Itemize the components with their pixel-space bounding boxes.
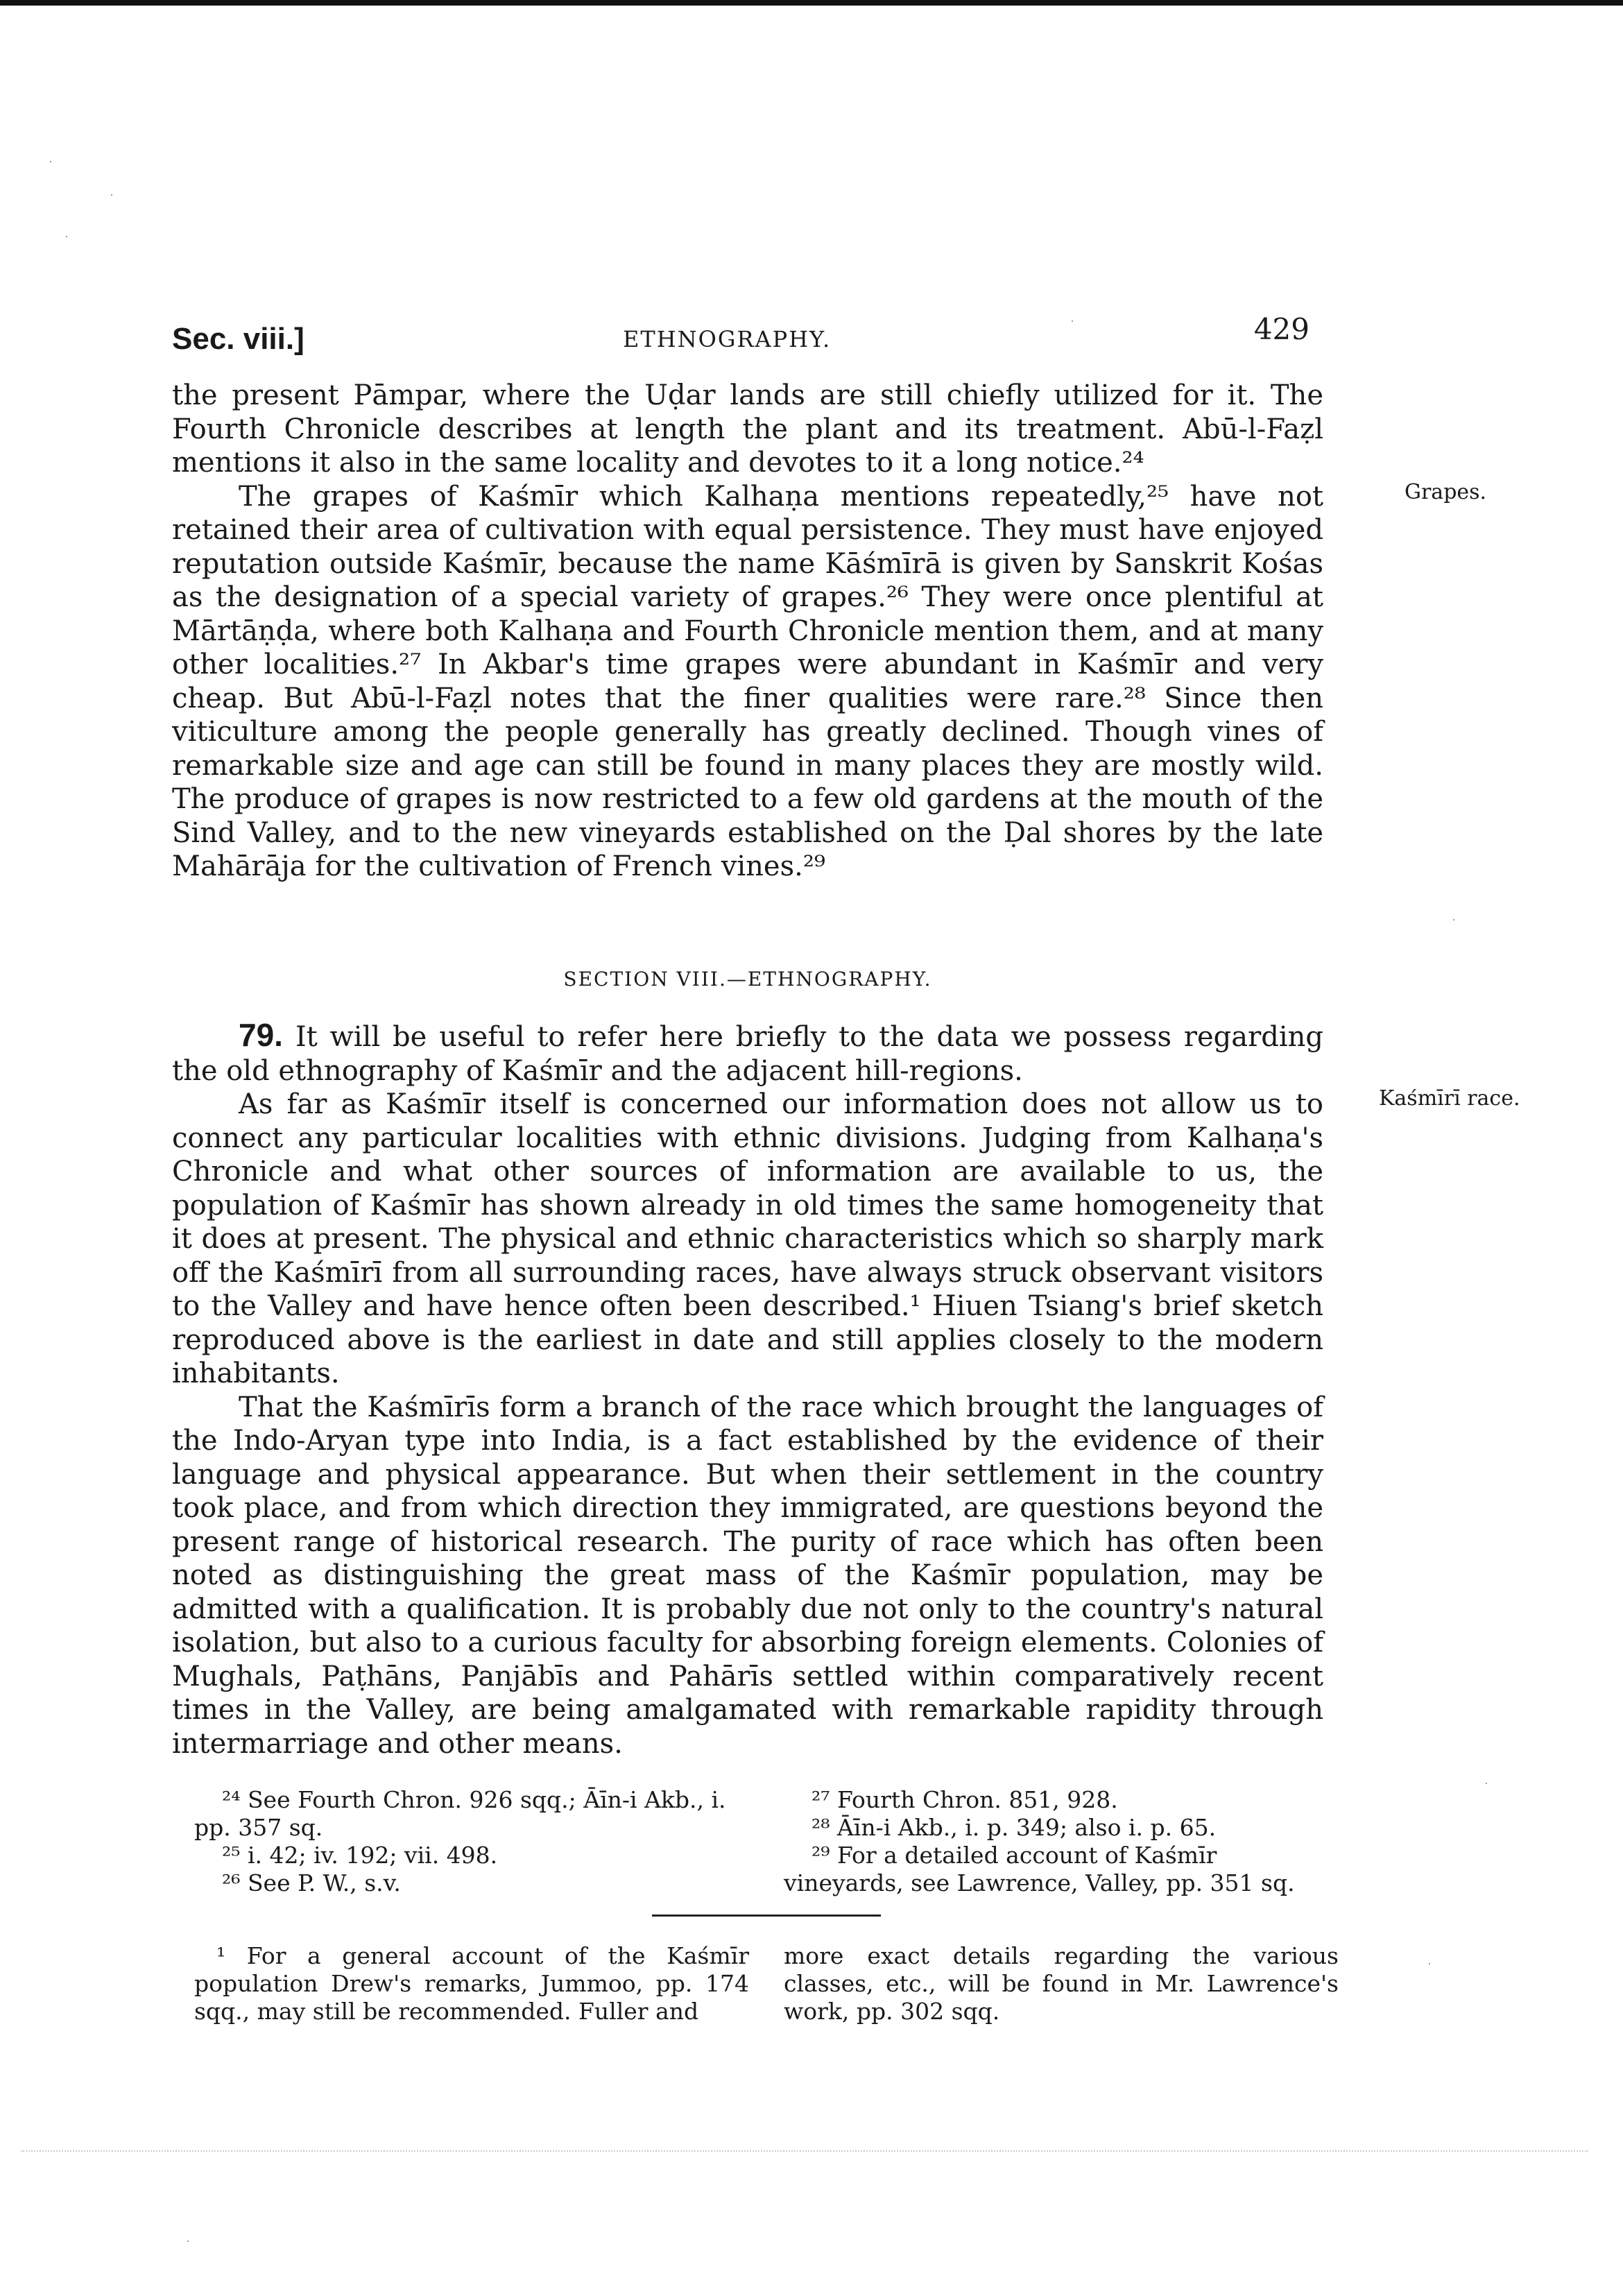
scan-speck [187,2241,189,2242]
footnote-25: ²⁵ i. 42; iv. 192; vii. 498. [222,1842,498,1869]
section-number: 79. [239,1017,283,1053]
scan-speck [1453,919,1454,920]
scan-speck [111,194,112,196]
footnote-26: ²⁶ See P. W., s.v. [222,1869,401,1896]
footnote-1-right [784,1942,1339,2025]
section-label: Sec. viii.] [172,322,304,356]
scan-noise-line [21,2150,1588,2154]
footnote-27: ²⁷ Fourth Chron. 851, 928. [812,1786,1118,1813]
top-scan-border [0,0,1623,6]
page-number: 429 [1253,312,1309,346]
scan-speck [1072,320,1073,322]
running-header [172,312,1309,368]
scan-speck [66,236,67,237]
running-title: ETHNOGRAPHY. [623,326,832,352]
paragraph-79 [172,1018,1323,1088]
section-heading: SECTION VIII.—ETHNOGRAPHY. [563,968,932,991]
paragraph-pampar: the present Pāmpar, where the Uḍar lands are still chiefly utilized for it. The Fourth Chronicle describes at length the plant and its treatment. Abū-l-Faẓl mentions it also in the same locality and devotes to it a long notice.²⁴ [172,379,1323,479]
scan-speck [50,161,51,162]
paragraph-kasmir-population: As far as Kaśmīr itself is concerned our information does not allow us to connect any particular localities with ethnic divisions. Judging from Kalhaṇa's Chronicle and what other sources of information are available to us, the population of Kaśmīr has shown already in old times the same homogeneity that it does at present. The physical and ethnic characteristics which so sharply mark off the Kaśmīrī from all surrounding races, have always struck observant visitors to the Valley and have hence often been described.¹ Hiuen Tsiang's brief sketch reproduced above is the earliest in date and still applies closely to the modern inhabitants. [172,1088,1323,1389]
footnote-1-part-1: ¹ For a general account of the Kaśmīr population Drew's remarks, Jummoo, pp. 174 sqq., may still be recommended. Fuller and [194,1942,749,2025]
footnote-1-part-2: more exact details regarding the various classes, etc., will be found in Mr. Lawrence's work, pp. 302 sqq. [784,1942,1339,2025]
margin-note-grapes: Grapes. [1405,480,1487,504]
paragraph-grapes: The grapes of Kaśmīr which Kalhaṇa mentions repeatedly,²⁵ have not retained their area of cultivation with equal persistence. They must have enjoyed reputation outside Kaśmīr, because the name Kāśmīrā is given by Sanskrit Kośas as the designation of a special variety of grapes.²⁶ They were once plentiful at Mārtāṇḍa, where both Kalhaṇa and Fourth Chronicle mention them, and at many other localities.²⁷ In Akbar's time grapes were abundant in Kaśmīr and very cheap. But Abū-l-Faẓl notes that the finer qualities were rare.²⁸ Since then viticulture among the people generally has greatly declined. Though vines of remarkable size and age can still be found in many places they are mostly wild. The produce of grapes is now restricted to a few old gardens at the mouth of the Sind Valley, and to the new vineyards established on the Ḍal shores by the late Mahārāja for the cultivation of French vines.²⁹ [172,480,1323,882]
footnote-28: ²⁸ Āīn-i Akb., i. p. 349; also i. p. 65. [812,1814,1217,1841]
margin-note-kasmiri-race: Kaśmīrī race. [1379,1086,1520,1111]
scan-speck [1486,1783,1487,1784]
footnotes-right [784,1786,1339,1897]
footnote-29: ²⁹ For a detailed account of Kaśmīr vineyards, see Lawrence, Valley, pp. 351 sq. [784,1842,1295,1896]
section-text-block [172,1018,1323,1760]
scan-speck [1429,1963,1430,1964]
paragraph-indo-aryan: That the Kaśmīrīs form a branch of the race which brought the languages of the Indo-Aryan type into India, is a fact established by the evidence of their language and physical appearance. But when their settlement in the country took place, and from which direction they immigrated, are questions beyond the present range of historical research. The purity of race which has often been noted as distinguishing the great mass of the Kaśmīr population, may be admitted with a qualification. It is probably due not only to the country's natural isolation, but also to a curious faculty for absorbing foreign elements. Colonies of Mughals, Paṭhāns, Panjābīs and Pahārīs settled within comparatively recent times in the Valley, are being amalgamated with remarkable rapidity through intermarriage and other means. [172,1391,1323,1760]
footnote-24: ²⁴ See Fourth Chron. 926 sqq.; Āīn-i Akb., i. pp. 357 sq. [194,1786,726,1841]
footnote-1-left [194,1942,749,2025]
footnote-divider [652,1914,881,1917]
paragraph-79-text: It will be useful to refer here briefly to the data we possess regarding the old ethnography of Kaśmīr and the adjacent hill-regions. [172,1021,1323,1087]
top-text-block [172,379,1323,884]
footnotes-left [194,1786,763,1897]
